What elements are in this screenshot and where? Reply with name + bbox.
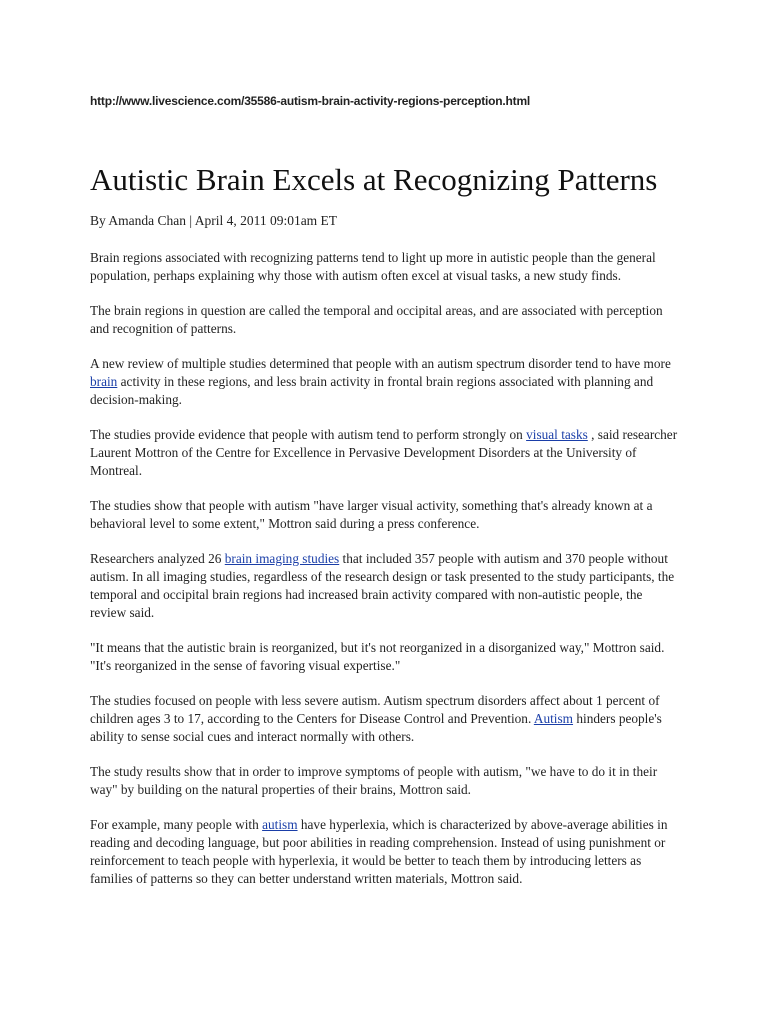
paragraph-5: The studies show that people with autism "have larger visual activity, something that's already known at a behavioral level to some extent," Mottron said during a press conference. [90,498,653,531]
paragraph-8-text-before: The studies focused on people with less severe autism. Autism spectrum disorders affect about 1 percent of children ages 3 to 17, according to the Centers for Disease Control and Prevention. [90,693,660,726]
paragraph-10 [90,816,680,888]
autism-link[interactable]: Autism [533,711,574,726]
article-title: Autistic Brain Excels at Recognizing Patterns [90,162,658,197]
article-body [90,249,680,905]
paragraph-3-text-before: A new review of multiple studies determined that people with an autism spectrum disorder tend to have more [90,356,671,371]
paragraph-7: "It means that the autistic brain is reorganized, but it's not reorganized in a disorganized way," Mottron said. "It's reorganized in the sense of favoring visual expertise." [90,640,665,673]
autism-link-2[interactable]: autism [262,817,298,832]
paragraph-3-text-after: activity in these regions, and less brain activity in frontal brain regions associated with planning and decision-making. [90,374,654,407]
paragraph-8-text-after: hinders people's ability to sense social cues and interact normally with others. [90,711,662,744]
brain-link[interactable]: brain [90,374,118,389]
paragraph-4-text-before: The studies provide evidence that people with autism tend to perform strongly on [90,427,527,442]
paragraph-9: The study results show that in order to improve symptoms of people with autism, "we have to do it in their way" by building on the natural properties of their brains, Mottron said. [90,764,658,797]
source-url: http://www.livescience.com/35586-autism-brain-activity-regions-perception.html [90,94,531,108]
paragraph-10-text-after: have hyperlexia, which is characterized by above-average abilities in reading and decoding language, but poor abilities in reading comprehension. Instead of using punishment or reinforcement to teach people with hyperlexia, it would be better to teach them by introducing letters as families of patterns so they can better understand written materials, Mottron said. [90,817,668,886]
paragraph-4 [90,426,680,480]
article-byline: By Amanda Chan | April 4, 2011 09:01am ET [90,213,338,228]
paragraph-1: Brain regions associated with recognizing patterns tend to light up more in autistic people than the general population, perhaps explaining why those with autism often excel at visual tasks, a new study finds. [90,250,656,283]
paragraph-6-text-after: that included 357 people with autism and 370 people without autism. In all imaging studies, regardless of the research design or task presented to the study participants, the temporal and occipital brain regions had increased brain activity compared with non-autistic people, the review said. [90,551,675,620]
paragraph-2: The brain regions in question are called the temporal and occipital areas, and are associated with perception and recognition of patterns. [90,303,663,336]
paragraph-8 [90,692,680,746]
paragraph-6-text-before: Researchers analyzed 26 [90,551,225,566]
paragraph-6 [90,550,680,622]
visual-tasks-link[interactable]: visual tasks [526,427,588,442]
paragraph-4-text-after: , said researcher Laurent Mottron of the Centre for Excellence in Pervasive Development Disorders at the University of Montreal. [90,427,678,478]
brain-imaging-studies-link[interactable]: brain imaging studies [224,551,340,566]
paragraph-3 [90,355,680,409]
paragraph-10-text-before: For example, many people with [90,817,263,832]
